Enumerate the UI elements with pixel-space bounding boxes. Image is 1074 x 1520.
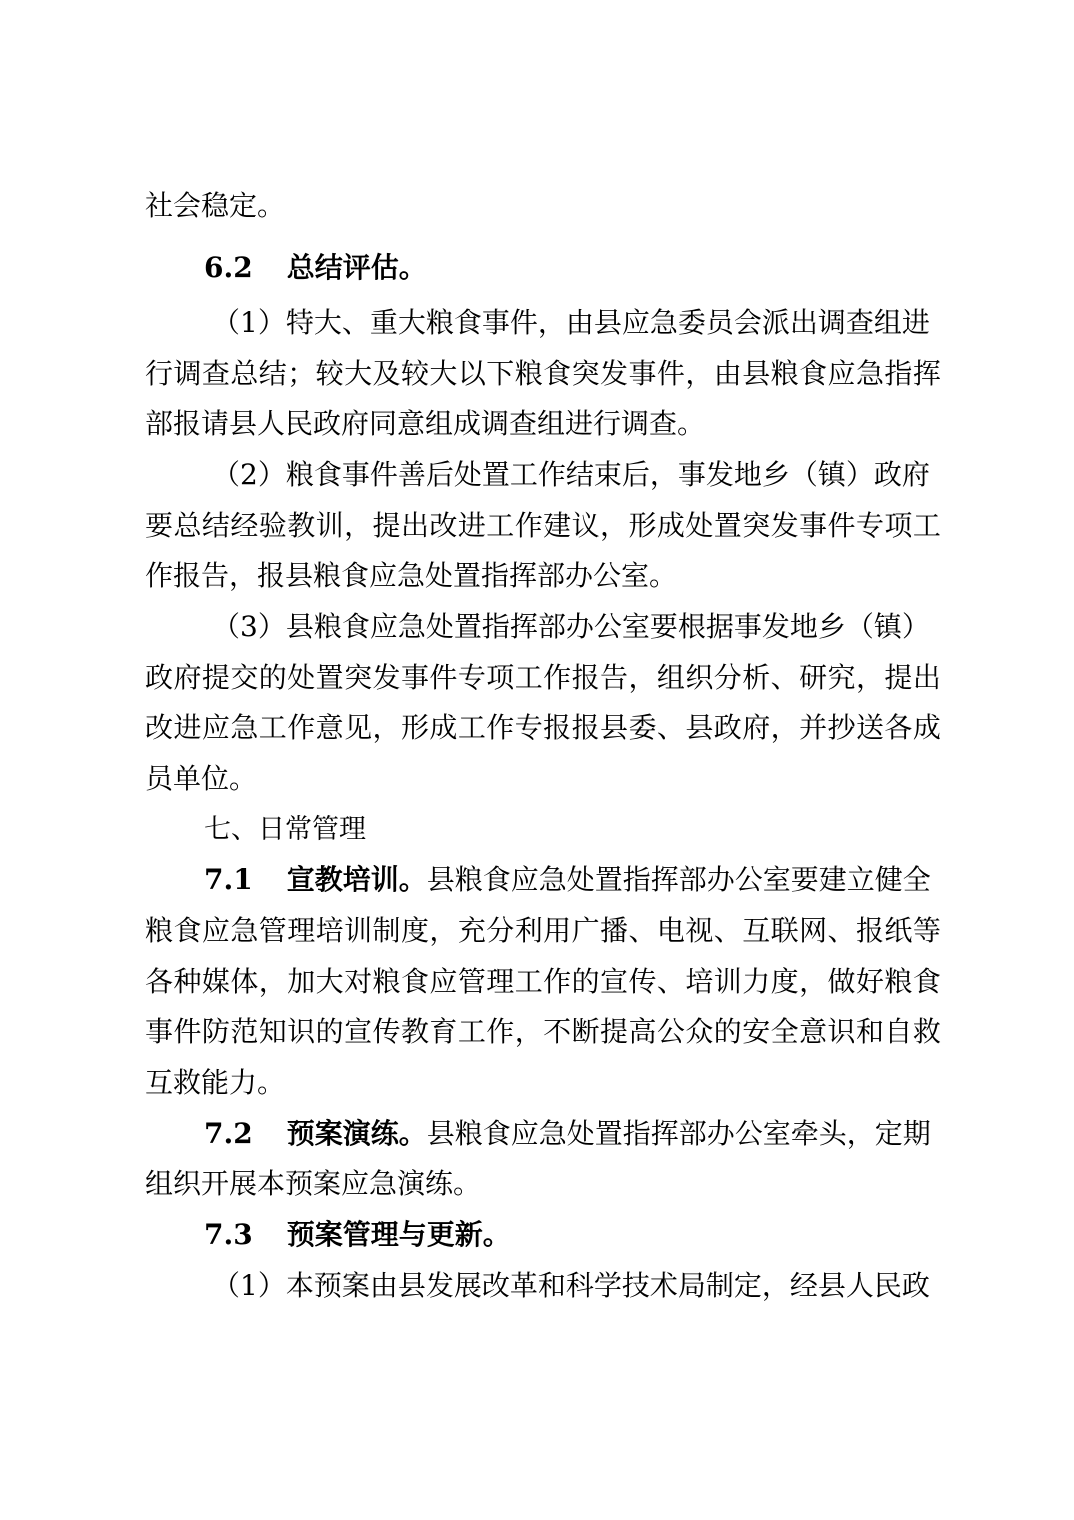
section-title: 预案管理与更新。	[286, 1218, 511, 1251]
paragraph-line: 各 种 媒 体 ， 加 大 对 粮 食 应 管 理 工 作 的 宣 传 、 培 训 力 度 ， 做 好 粮 食	[145, 965, 941, 998]
section-number: 6.2	[204, 251, 253, 284]
section-title: 宣教培训。	[286, 863, 427, 896]
paragraph-line: 政 府 提 交 的 处 置 突 发 事 件 专 项 工 作 报 告 ， 组 织 分 析 、 研 究 ， 提 出	[145, 661, 941, 694]
paragraph-line: 粮 食 应 急 管 理 培 训 制 度 ， 充 分 利 用 广 播 、 电 视 、 互 联 网 、 报 纸 等	[145, 914, 941, 947]
section-heading-7-3	[204, 1217, 511, 1253]
section-title: 总结评估。	[286, 251, 427, 284]
paragraph-line: 互救能力。	[145, 1066, 286, 1099]
paragraph-line: （3）县粮食应急处置指挥部办公室要根据事发地乡（镇）	[212, 610, 930, 643]
section-title: 预案演练。	[286, 1117, 427, 1150]
paragraph-line: （2）粮食事件善后处置工作结束后，事发地乡（镇）政府	[212, 458, 930, 491]
paragraph-line: 事 件 防 范 知 识 的 宣 传 教 育 工 作 ， 不 断 提 高 公 众 的 安 全 意 识 和 自 救	[145, 1015, 941, 1048]
section-number: 7.1	[204, 863, 253, 896]
paragraph-line: 组织开展本预案应急演练。	[145, 1167, 482, 1200]
paragraph-line: 要 总 结 经 验 教 训 ， 提 出 改 进 工 作 建 议 ， 形 成 处 置 突 发 事 件 专 项 工	[145, 509, 941, 542]
chapter-heading-7: 七、日常管理	[204, 814, 366, 845]
paragraph-line: （1）本预案由县发展改革和科学技术局制定，经县人民政	[212, 1269, 930, 1302]
section-number: 7.3	[204, 1218, 253, 1251]
paragraph-line: 作报告，报县粮食应急处置指挥部办公室。	[145, 559, 678, 592]
paragraph-line: 部报请县人民政府同意组成调查组进行调查。	[145, 407, 706, 440]
paragraph-line: 社会稳定。	[145, 189, 286, 222]
paragraph-line: 员单位。	[145, 762, 258, 795]
section-number: 7.2	[204, 1117, 253, 1150]
section-heading-6-2	[204, 250, 427, 286]
section-7-2: 7.2 预案演练。县粮食应急处置指挥部办公室牵头，定期	[204, 1117, 931, 1150]
paragraph-line: （1）特大、重大粮食事件，由县应急委员会派出调查组进	[212, 306, 930, 339]
paragraph-line: 行 调 查 总 结 ； 较 大 及 较 大 以 下 粮 食 突 发 事 件 ， 由 县 粮 食 应 急 指 挥	[145, 357, 941, 390]
section-7-1: 7.1 宣教培训。县粮食应急处置指挥部办公室要建立健全	[204, 863, 931, 896]
paragraph-line: 改 进 应 急 工 作 意 见 ， 形 成 工 作 专 报 报 县 委 、 县 政 府 ， 并 抄 送 各 成	[145, 711, 941, 744]
